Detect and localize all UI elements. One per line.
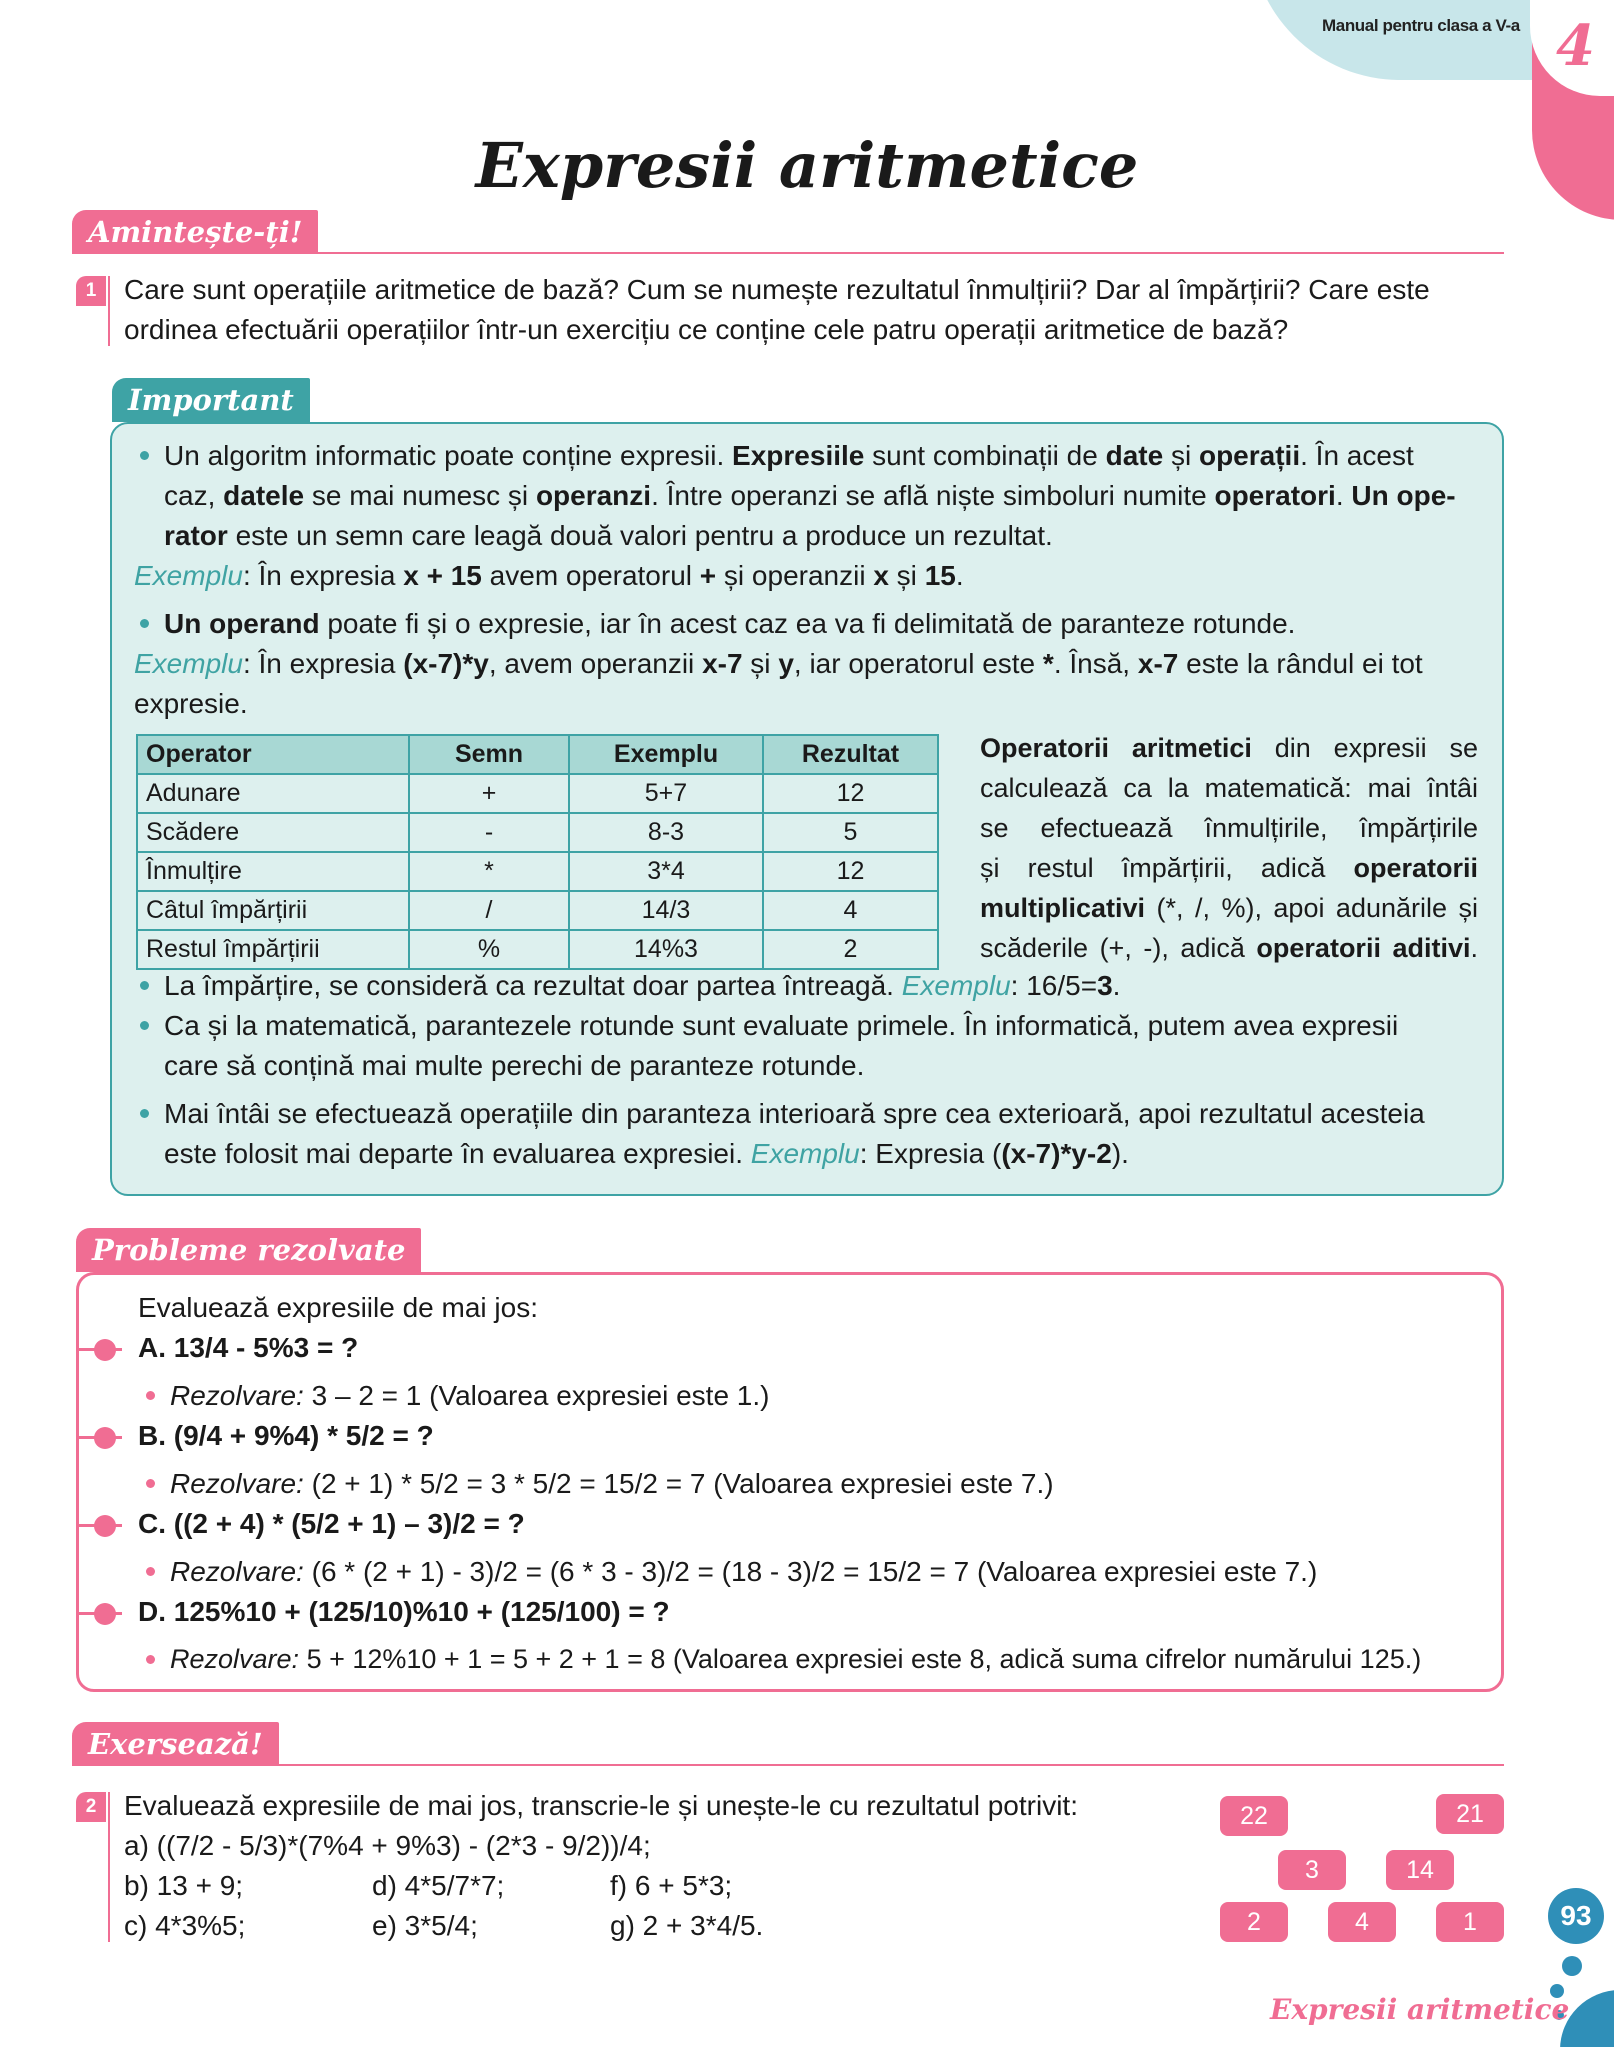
practice-tab: Exersează! <box>72 1722 279 1766</box>
practice-item-g: g) 2 + 3*4/5. <box>610 1910 764 1941</box>
problem-marker-dot <box>94 1427 116 1449</box>
table-row: Înmulțire * 3*4 12 <box>137 852 938 891</box>
table-header: Exemplu <box>569 735 763 774</box>
result-tile: 1 <box>1436 1902 1504 1942</box>
aminteste-text <box>124 270 1514 350</box>
chapter-number: 4 <box>1556 13 1595 79</box>
exercise-number-2: 2 <box>76 1792 106 1822</box>
practice-item-b: b) 13 + 9; <box>124 1870 244 1901</box>
practice-intro: Evaluează expresiile de mai jos, transcrie-le și unește-le cu rezultatul potrivit: <box>124 1790 1078 1821</box>
important-tab: Important <box>112 378 310 422</box>
problem-marker-dot <box>94 1339 116 1361</box>
problem-marker-dot <box>94 1515 116 1537</box>
practice-item-d: d) 4*5/7*7; <box>372 1870 505 1901</box>
practice-item-c: c) 4*3%5; <box>124 1910 246 1941</box>
important-example-1: Exemplu: În expresia x + 15 avem operatorul + și operanzii x și 15. <box>134 560 964 591</box>
table-row: Scădere - 8-3 5 <box>137 813 938 852</box>
operators-explanation: Operatorii aritmetici din expresii se calculează ca la matematică: mai întâi se efectuează înmulțirile, împărțirile și restul împărțirii, adică operatorii multiplicativi (*, /, %), apoi adunările și scăderile (+, -), adică operatorii aditivi. <box>980 733 1478 963</box>
practice-item-e: e) 3*5/4; <box>372 1910 478 1941</box>
important-example-2: Exemplu: În expresia (x-7)*y, avem operanzii x-7 și y, iar operatorul este *. Însă, x-7 este la rândul ei tot expresie. <box>134 648 1423 719</box>
page-number: 93 <box>1548 1888 1604 1944</box>
manual-label: Manual pentru clasa a V-a <box>1322 16 1520 35</box>
problem-c: C. ((2 + 4) * (5/2 + 1) – 3)/2 = ? <box>138 1508 525 1539</box>
result-tile: 14 <box>1386 1850 1454 1890</box>
aminteste-rule <box>72 252 1504 254</box>
result-tile: 22 <box>1220 1796 1288 1836</box>
important-bullet-5: Mai întâi se efectuează operațiile din paranteza interioară spre cea exterioară, apoi rezultatul acesteia este folosit mai departe în evaluarea expresiei. Exemplu: Expresia ((x-7)*y-2). <box>164 1094 1484 1174</box>
practice-rule <box>72 1764 1504 1766</box>
footer-title: Expresii aritmetice <box>1270 1993 1570 2026</box>
page-title: Expresii aritmetice <box>475 129 1139 202</box>
exercise-number-1: 1 <box>76 276 106 306</box>
decorative-dot <box>1562 1956 1582 1976</box>
practice-item-f: f) 6 + 5*3; <box>610 1870 733 1901</box>
important-bullet-3: La împărțire, se consideră ca rezultat doar partea întreagă. Exemplu: 16/5=3. <box>164 966 1484 1006</box>
practice-item-a: a) ((7/2 - 5/3)*(7%4 + 9%3) - (2*3 - 9/2))/4; <box>124 1830 651 1861</box>
table-header: Rezultat <box>763 735 938 774</box>
aminteste-line-2: ordinea efectuării operațiilor într-un exercițiu ce conține cele patru operații aritmetice de bază? <box>124 313 1289 345</box>
operators-table <box>136 734 939 970</box>
important-bullet-2: Un operand poate fi și o expresie, iar în acest caz ea va fi delimitată de paranteze rotunde. <box>164 604 1484 644</box>
table-row: Adunare + 5+7 12 <box>137 774 938 813</box>
aminteste-line-1: Care sunt operațiile aritmetice de bază? Cum se numește rezultatul înmulțirii? Dar al împărțirii? Care este <box>124 274 1430 305</box>
table-header: Semn <box>409 735 569 774</box>
exercise-bar-1 <box>108 276 110 346</box>
result-tile: 3 <box>1278 1850 1346 1890</box>
important-bullet-4: Ca și la matematică, parantezele rotunde sunt evaluate primele. În informatică, putem avea expresii care să conțină mai multe perechi de paranteze rotunde. <box>164 1006 1484 1086</box>
solution-b: Rezolvare: (2 + 1) * 5/2 = 3 * 5/2 = 15/2 = 7 (Valoarea expresiei este 7.) <box>170 1464 1054 1504</box>
table-header-row <box>137 735 938 774</box>
table-header: Operator <box>137 735 409 774</box>
table-row: Restul împărțirii % 14%3 2 <box>137 930 938 969</box>
important-bullet-1: Un algoritm informatic poate conține expresii. Expresiile sunt combinații de date și operații. În acest caz, datele se mai numesc și operanzi. Între operanzi se află niște simboluri numite operatori. Un ope- rator este un semn care leagă două valori pentru a produce un rezultat. <box>164 436 1484 555</box>
problem-a: A. 13/4 - 5%3 = ? <box>138 1332 359 1363</box>
problem-marker-dot <box>94 1603 116 1625</box>
solution-d: Rezolvare: 5 + 12%10 + 1 = 5 + 2 + 1 = 8 (Valoarea expresiei este 8, adică suma cifrelor numărului 125.) <box>170 1640 1421 1678</box>
result-tile: 4 <box>1328 1902 1396 1942</box>
solved-problems-tab: Probleme rezolvate <box>76 1228 421 1272</box>
solution-c: Rezolvare: (6 * (2 + 1) - 3)/2 = (6 * 3 - 3)/2 = (18 - 3)/2 = 15/2 = 7 (Valoarea expresiei este 7.) <box>170 1552 1317 1592</box>
problem-d: D. 125%10 + (125/10)%10 + (125/100) = ? <box>138 1596 670 1627</box>
exercise-bar-2 <box>108 1792 110 1942</box>
result-tile: 21 <box>1436 1794 1504 1834</box>
solution-a: Rezolvare: 3 – 2 = 1 (Valoarea expresiei este 1.) <box>170 1376 769 1416</box>
solved-problems-intro: Evaluează expresiile de mai jos: <box>138 1292 538 1323</box>
aminteste-tab: Amintește-ți! <box>72 210 318 254</box>
problem-b: B. (9/4 + 9%4) * 5/2 = ? <box>138 1420 434 1451</box>
result-tile: 2 <box>1220 1902 1288 1942</box>
table-row: Câtul împărțirii / 14/3 4 <box>137 891 938 930</box>
